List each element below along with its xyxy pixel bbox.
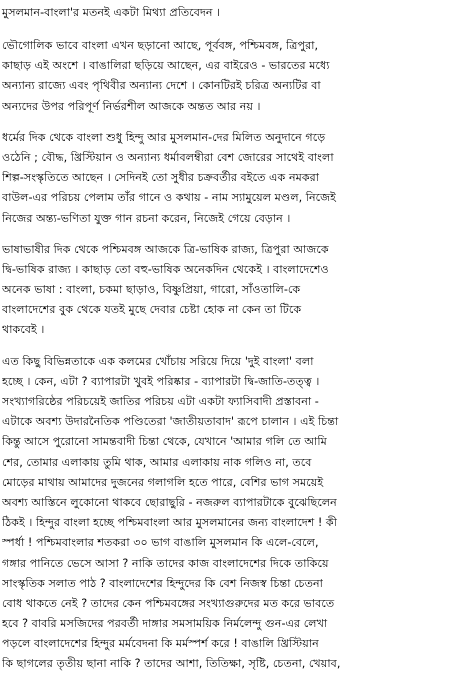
text-line: হবে ? বাবরি মসজিদের পরবর্তী দাঙ্গার সমসাময়িক নির্মলেন্দু গুন-এর লেখা bbox=[2, 617, 328, 631]
text-line: গঙ্গার পানিতে ভেসে আসা ? নাকি তাদের কাজ বাংলাদেশের দিকে তাকিয়ে bbox=[2, 556, 329, 570]
text-line: অন্যান্য রাজ্যে এবং পৃথিবীর অন্যান্য দেশে । কোনটিরই চরিত্র অন্যটির বা bbox=[2, 79, 321, 93]
text-line: কি ছাগলের তৃতীয় ছানা নাকি ? তাদের আশা, তিতিক্ষা, সৃষ্টি, চেতনা, খেয়াব, bbox=[2, 657, 341, 671]
text-line: ধর্মের দিক থেকে বাংলা শুধু হিন্দু আর মুসলমান-দের মিলিত অনুদানে গড়ে bbox=[2, 130, 326, 144]
text-line: স্পর্ধা ! পশ্চিমবাংলার শতকরা ৩০ ভাগ বাঙালি মুসলমান কি এলে-বেলে, bbox=[2, 536, 319, 550]
text-line: মোড়ের মাথায় আমাদের দুজনের গলাগলি হতে পারে, বেশির ভাগ সময়েই bbox=[2, 475, 324, 489]
text-line: কাছাড় এই অংশে । বাঙালিরা ছড়িয়ে আছেন, এর বাইরেও - ভারতের মধ্যে bbox=[2, 59, 330, 73]
text-line: অন্যদের উপর পরিপূর্ণ নির্ভরশীল আজকে অন্তত আর নয় । bbox=[2, 99, 261, 113]
text-line: দ্বি-ভাষিক রাজ্য । কাছাড় তো বহু-ভাষিক অনেকদিন থেকেই । বাংলাদেশেও bbox=[2, 262, 329, 276]
paragraph-language bbox=[2, 240, 452, 341]
text-line: ঠিকই । হিন্দুর বাংলা হচ্ছে পশ্চিমবাংলা আর মুসলমানের জন্য বাংলাদেশ ! কী bbox=[2, 516, 337, 530]
text-line: এটাকে অবশ্য উদারনৈতিক পণ্ডিতেরা 'জাতীয়তাবাদ' রূপে চালান । এই চিন্তা bbox=[2, 415, 339, 429]
text-line: নিজের অন্ত্য-ভণিতা যুক্ত গান রচনা করেন, নিজেই গেয়ে বেড়ান । bbox=[2, 211, 291, 225]
text-line: এত কিছু বিভিন্নতাকে এক কলমের খোঁচায় সরিয়ে দিয়ে 'দুই বাংলা' বলা bbox=[2, 354, 314, 368]
paragraph-religion bbox=[2, 128, 452, 229]
text-line: ওঠেনি ; বৌদ্ধ, খ্রিস্টিয়ান ও অন্যান্য ধর্মাবলম্বীরা বেশ জোরের সাথেই বাংলা bbox=[2, 150, 334, 164]
text-line: পড়লে বাংলাদেশের হিন্দুর মর্মবেদনা কি মর্মস্পর্শ করে ! বাঙালি খ্রিস্টিয়ান bbox=[2, 637, 319, 651]
text-line: থাকবেই । bbox=[2, 323, 45, 337]
text-line: কিন্তু আসে পুরোনো সামন্তবাদী চিন্তা থেকে, যেখানে 'আমার গলি তে আমি bbox=[2, 435, 327, 449]
text-line: শের, তোমার এলাকায় তুমি থাক, আমার এলাকায় নাক গলিও না, তবে bbox=[2, 455, 312, 469]
text-line: ভৌগোলিক ভাবে বাংলা এখন ছড়ানো আছে, পূর্ববঙ্গ, পশ্চিমবঙ্গ, ত্রিপুরা, bbox=[2, 39, 319, 52]
text-line: বাউল-এর পরিচয় পেলাম তাঁর গানে ও কথায় - নাম স্যামুয়েল মণ্ডল, নিজেই bbox=[2, 191, 336, 205]
text-line: সংখ্যাগরিষ্ঠের পরিচয়েই জাতির পরিচয় এটা একটা ফ্যাসিবাদী প্রস্তাবনা - bbox=[2, 395, 319, 408]
document-title: মুসলমান-বাংলা'র মতনই একটা মিথ্যা প্রতিবেদন । bbox=[2, 6, 221, 19]
text-line: শিল্প-সংস্কৃতিতে আছেন । সেদিনই তো সুধীর চক্রবর্তীর বইতে এক নমকরা bbox=[2, 171, 320, 185]
text-line: অবশ্য আস্তিনে লুকোনো থাকবে ছোরাছুরি - নজরুল ব্যাপারটাকে বুঝেছিলেন bbox=[2, 495, 337, 509]
text-line: বোধ থাকতে নেই ? তাদের কেন পশ্চিমবঙ্গের সংখ্যাগুরুদের মত করে ভাবতে bbox=[2, 596, 335, 610]
paragraph-two-bengals bbox=[2, 352, 452, 675]
text-line: অনেক ভাষা : বাংলা, চকমা ছাড়াও, বিষ্ণুপ্রিয়া, গারো, সাঁওতালি-কে bbox=[2, 283, 301, 297]
text-line: বাংলাদেশের বুক থেকে যতই মুছে দেবার চেষ্টা হোক না কেন তা টিকে bbox=[2, 303, 302, 317]
text-line: ভাষাভাষীর দিক থেকে পশ্চিমবঙ্গ আজকে ত্রি-ভাষিক রাজ্য, ত্রিপুরা আজকে bbox=[2, 242, 329, 256]
text-line: হচ্ছে । কেন, এটা ? ব্যাপারটা খুবই পরিষ্কার - ব্যাপারটা দ্বি-জাতি-তত্ত্ব । bbox=[2, 374, 320, 388]
text-line: সাংস্কৃতিক সলাত পাঠ ? বাংলাদেশের হিন্দুদের কি বেশ নিজস্ব চিন্তা চেতনা bbox=[2, 576, 323, 590]
paragraph-geography bbox=[2, 36, 452, 117]
document-page bbox=[2, 3, 452, 686]
